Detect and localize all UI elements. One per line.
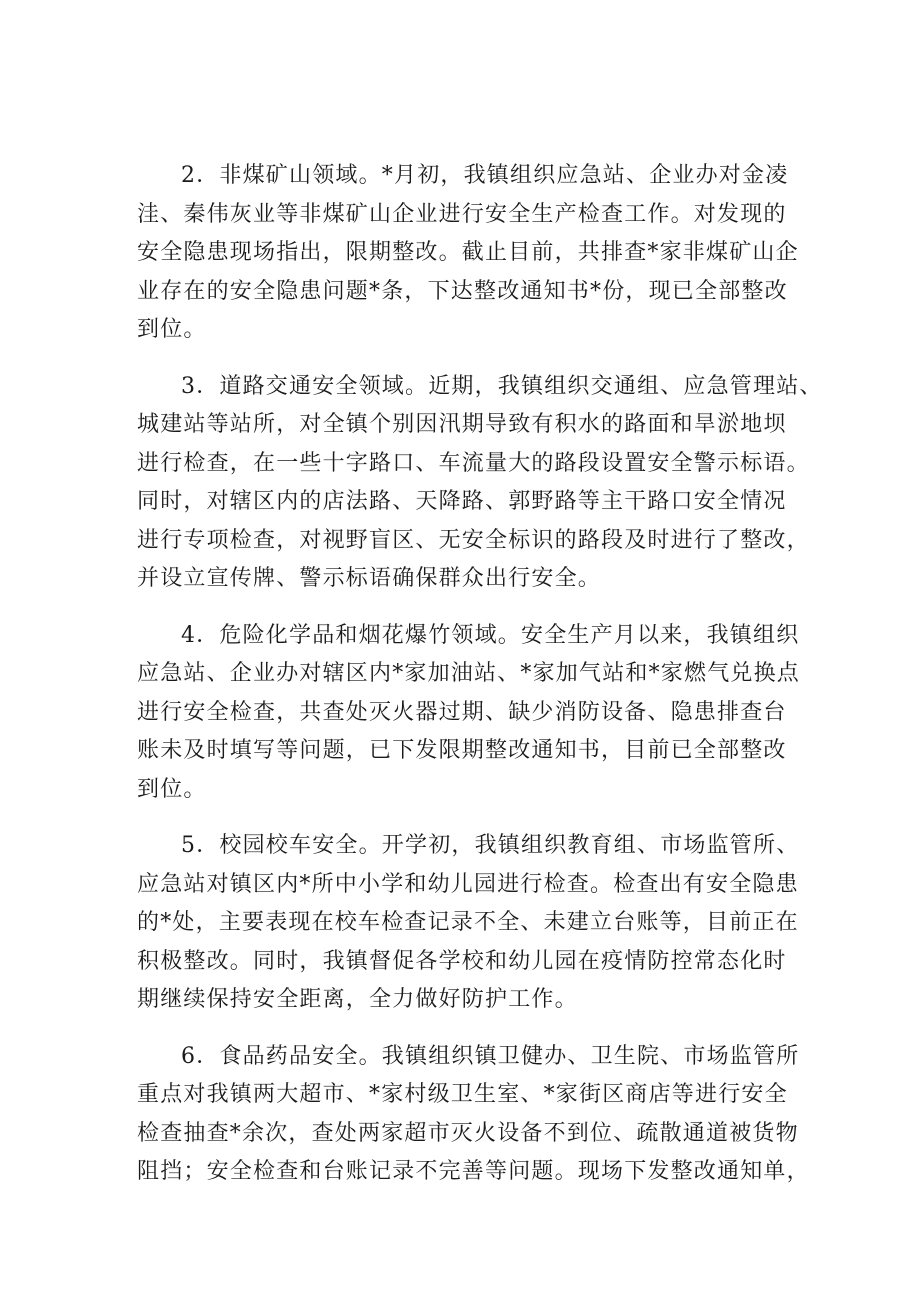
paragraph-road-traffic (137, 368, 823, 599)
paragraph-line: 2．非煤矿山领域。*月初，我镇组织应急站、企业办对金凌 (181, 163, 789, 188)
paragraph-line: 4．危险化学品和烟花爆竹领域。安全生产月以来，我镇组织 (181, 622, 800, 648)
paragraph-food-drug-safety (137, 1038, 810, 1192)
paragraph-line: 并设立宣传牌、警示标语确保群众出行安全。 (137, 566, 602, 591)
paragraph-hazardous-chemicals (137, 617, 801, 810)
paragraph-line: 应急站、企业办对辖区内*家加油站、*家加气站和*家燃气兑换点 (137, 661, 801, 686)
paragraph-line: 进行安全检查，共查处灭火器过期、缺少消防设备、隐患排查台 (137, 699, 787, 725)
paragraph-line: 重点对我镇两大超市、*家村级卫生室、*家街区商店等进行安全 (137, 1082, 788, 1107)
paragraph-line: 3．道路交通安全领域。近期，我镇组织交通组、应急管理站、 (181, 373, 823, 399)
paragraph-line: 期继续保持安全距离，全力做好防护工作。 (137, 987, 578, 1012)
paragraph-line: 到位。 (137, 317, 207, 342)
paragraph-line: 到位。 (137, 776, 207, 802)
paragraph-line: 阻挡；安全检查和台账记录不完善等问题。现场下发整改通知单， (137, 1159, 810, 1184)
paragraph-line: 业存在的安全隐患问题*条，下达整改通知书*份，现已全部整改 (137, 278, 788, 304)
paragraph-line: 城建站等站所，对全镇个别因汛期导致有积水的路面和旱淤地坝 (137, 412, 787, 437)
paragraph-line: 同时，对辖区内的店法路、天降路、郭野路等主干路口安全情况 (137, 489, 787, 514)
paragraph-line: 进行检查，在一些十字路口、车流量大的路段设置安全警示标语。 (137, 450, 810, 476)
paragraph-campus-school-bus (137, 827, 800, 1020)
paragraph-line: 检查抽查*余次，查处两家超市灭火设备不到位、疏散通道被货物 (137, 1120, 799, 1146)
paragraph-line: 积极整改。同时，我镇督促各学校和幼儿园在疫情防控常态化时 (137, 948, 787, 974)
paragraph-line: 应急站对镇区内*所中小学和幼儿园进行检查。检查出有安全隐患 (137, 871, 799, 897)
paragraph-line: 的*处，主要表现在校车检查记录不全、未建立台账等，目前正在 (137, 910, 799, 935)
paragraph-line: 洼、秦伟灰业等非煤矿山企业进行安全生产检查工作。对发现的 (137, 201, 787, 227)
paragraph-non-coal-mining (137, 157, 799, 350)
document-body (137, 157, 823, 1210)
paragraph-line: 6．食品药品安全。我镇组织镇卫健办、卫生院、市场监管所 (181, 1043, 800, 1069)
paragraph-line: 账未及时填写等问题，已下发限期整改通知书，目前已全部整改 (137, 738, 787, 763)
paragraph-line: 5．校园校车安全。开学初，我镇组织教育组、市场监管所、 (181, 833, 800, 858)
paragraph-line: 安全隐患现场指出，限期整改。截止目前，共排查*家非煤矿山企 (137, 240, 799, 265)
paragraph-line: 进行专项检查，对视野盲区、无安全标识的路段及时进行了整改， (137, 527, 810, 553)
